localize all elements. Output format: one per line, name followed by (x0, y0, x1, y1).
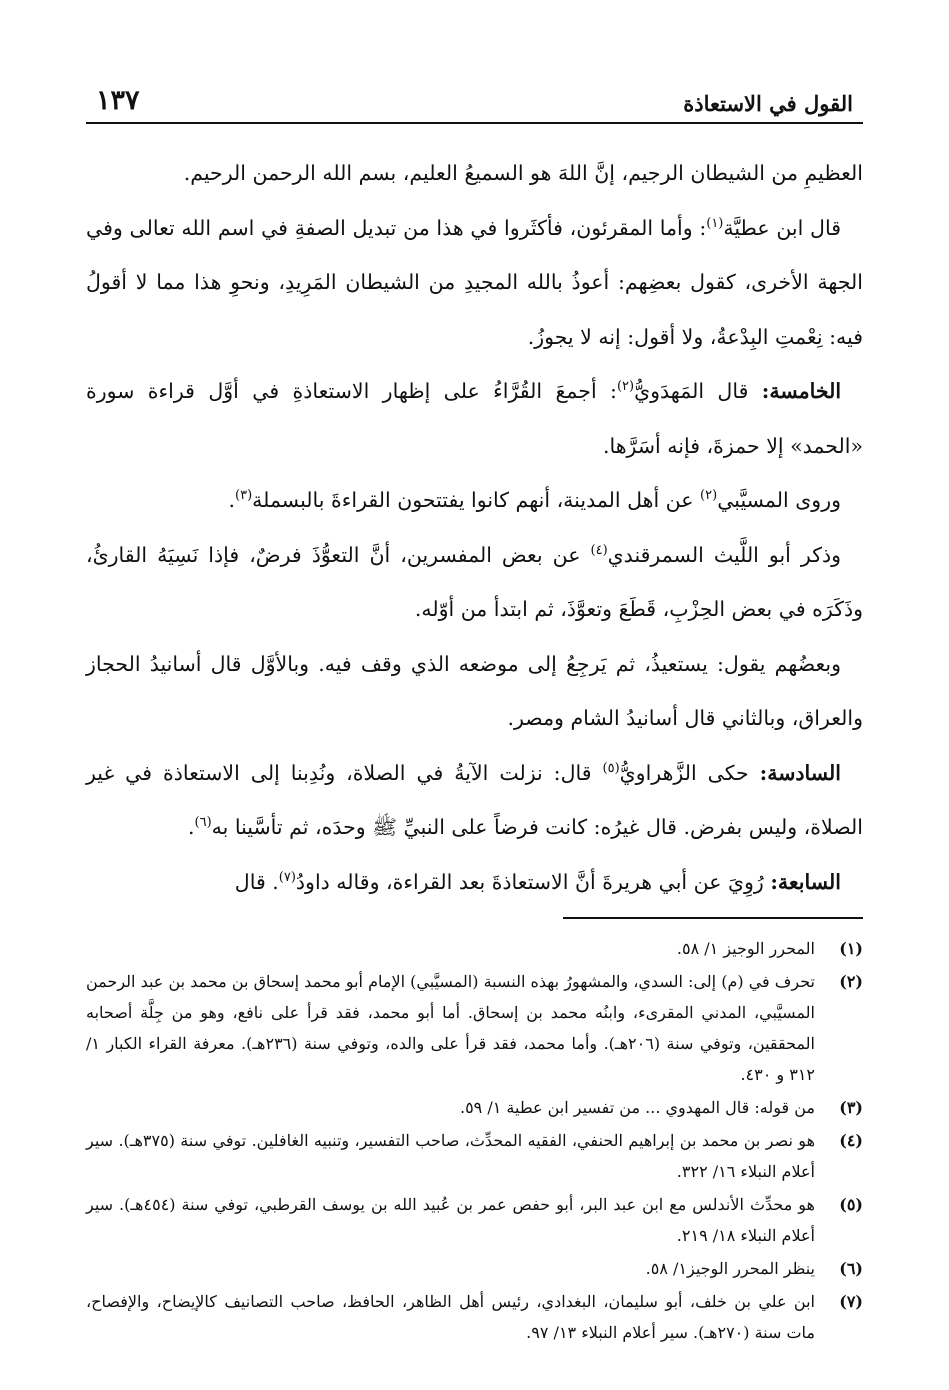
paragraph-text: عن بعض المفسرين، أنَّ التعوُّذَ فرضٌ، فإذا نَسِيَهُ القارئُ، وذَكَرَه في بعض الحِزْبِ، قَطَعَ وتعوَّذَ، ثم ابتدأ من أوّله. (86, 542, 863, 621)
paragraph-text: وذكر أبو اللَّيث السمرقندي (607, 542, 841, 567)
page-number: ١٣٧ (96, 85, 140, 116)
running-header (86, 82, 863, 124)
footnote-number: (٦) (839, 1259, 863, 1278)
main-text (86, 146, 863, 909)
section-lead-sadisa: السادسة: (759, 760, 841, 785)
footnote-4 (86, 1125, 863, 1187)
paragraph-text: . (228, 488, 236, 512)
footnote-text: تحرف في (م) إلى: السدي، والمشهورُ بهذه النسبة (المسيَّبي) الإمام أبو محمد إسحاق بن محمد بن عبد الرحمن المسيَّبي، المدني المقرىء، وابنُه محمد بن إسحاق. أما أبو محمد، فقد قرأ على نافع، وهو من جِلَّة أصحابه المحققين، وتوفي سنة (٢٠٦هـ). وأما محمد، فقد قرأ على والده، وتوفي سنة (٢٣٦هـ). معرفة القراء الكبار ١/ ٣١٢ و ٤٣٠. (86, 972, 816, 1084)
paragraph-text: العظيمِ من الشيطان الرجيم، إنَّ اللهَ هو السميعُ العليم، بسم الله الرحمن الرحيم. (183, 161, 863, 185)
paragraph-text: قال: نزلت الآيةُ في الصلاة، ونُدِبنا إلى الاستعاذة في غير الصلاة، وليس بفرض. قال غيرُه: كانت فرضاً على النبيِّ ﷺ وحدَه، ثم تأسَّينا به (86, 760, 863, 839)
paragraph-3 (86, 364, 863, 473)
footnote-ref-6: (٦) (194, 815, 212, 831)
running-title: القول في الاستعاذة (683, 91, 853, 116)
paragraph-4 (86, 473, 863, 528)
footnote-ref-4: (٤) (590, 542, 608, 558)
paragraph-text: قال المَهدَويُّ (634, 379, 762, 403)
paragraph-text: حكى الزَّهراويُّ (619, 760, 760, 785)
footnote-ref-1: (١) (706, 215, 724, 231)
footnote-text: هو محدِّث الأندلس مع ابن عبد البر، أبو حفص عمر بن عُبيد الله بن يوسف القرطبي، توفي سنة (٤٥٤هـ). سير أعلام النبلاء ١٨/ ٢١٩. (86, 1195, 815, 1245)
paragraph-6 (86, 637, 863, 746)
footnote-5 (86, 1189, 863, 1251)
footnotes (86, 933, 863, 1348)
paragraph-text: . (187, 815, 195, 839)
paragraph-1 (86, 146, 863, 201)
footnote-number: (١) (839, 939, 863, 958)
paragraph-text: رُوِيَ عن أبي هريرةَ أنَّ الاستعاذةَ بعد القراءة، وقاله داودُ (295, 869, 771, 894)
paragraph-text: وبعضُهم يقول: يستعيذُ، ثم يَرجِعُ إلى موضعه الذي وقف فيه. وبالأوَّل قال أسانيدُ الحجاز والعراق، وبالثاني قال أسانيدُ الشام ومصر. (86, 651, 863, 730)
paragraph-text: وروى المسيَّبي (717, 488, 841, 512)
footnote-divider (563, 917, 863, 919)
paragraph-text: عن أهل المدينة، أنهم كانوا يفتتحون القراءةَ بالبسملة (252, 488, 701, 512)
paragraph-text: : وأما المقرئون، فأكثَروا في هذا من تبديل الصفةِ في اسم الله تعالى وفي الجهة الأخرى، كقول بعضِهم: أعوذُ بالله المجيدِ من الشيطان المَرِيدِ، ونحوِ هذا مما لا أقولُ فيه: نِعْمتِ البِدْعةُ، ولا أقول: إنه لا يجوزُ. (86, 215, 863, 349)
paragraph-7 (86, 746, 863, 855)
footnote-ref-3: (٣) (235, 488, 253, 504)
footnote-text: ينظر المحرر الوجيز١/ ٥٨. (645, 1259, 815, 1278)
section-lead-sabia: السابعة: (770, 869, 841, 894)
footnote-6 (86, 1253, 863, 1284)
section-lead-khamisa: الخامسة: (761, 379, 842, 403)
paragraph-5 (86, 528, 863, 637)
footnote-number: (٥) (839, 1195, 863, 1214)
footnote-text: ابن علي بن خلف، أبو سليمان، البغدادي، رئيس أهل الظاهر، الحافظ، صاحب التصانيف كالإيضاح، والإفصاح، مات سنة (٢٧٠هـ). سير أعلام النبلاء ١٣/ ٩٧. (86, 1292, 816, 1342)
footnote-ref-2: (٢) (616, 379, 635, 395)
footnote-ref-2b: (٢) (700, 488, 718, 504)
footnote-3 (86, 1092, 863, 1123)
footnote-number: (٧) (839, 1292, 863, 1311)
paragraph-text: : أجمعَ القُرَّاءُ على إظهار الاستعاذةِ في أوَّل قراءة سورة «الحمد» إلا حمزةَ، فإنه أسَرَّها. (86, 379, 863, 458)
paragraph-text: قال ابن عطيَّة (723, 215, 841, 240)
footnote-text: من قوله: قال المهدوي ... من تفسير ابن عطية ١/ ٥٩. (459, 1098, 815, 1117)
paragraph-8 (86, 855, 863, 910)
paragraph-text: . قال (234, 869, 279, 894)
footnote-number: (٣) (839, 1098, 863, 1117)
footnote-7 (86, 1286, 863, 1348)
footnote-text: هو نصر بن محمد بن إبراهيم الحنفي، الفقيه المحدِّث، صاحب التفسير، وتنبيه الغافلين. توفي سنة (٣٧٥هـ). سير أعلام النبلاء ١٦/ ٣٢٢. (86, 1131, 816, 1181)
footnote-ref-7: (٧) (278, 869, 296, 885)
footnote-1 (86, 933, 863, 964)
footnote-text: المحرر الوجيز ١/ ٥٨. (676, 939, 815, 958)
footnote-number: (٤) (839, 1131, 863, 1150)
footnote-number: (٢) (839, 972, 863, 991)
footnote-ref-5: (٥) (602, 760, 620, 776)
footnote-2 (86, 966, 863, 1090)
paragraph-2 (86, 201, 863, 365)
